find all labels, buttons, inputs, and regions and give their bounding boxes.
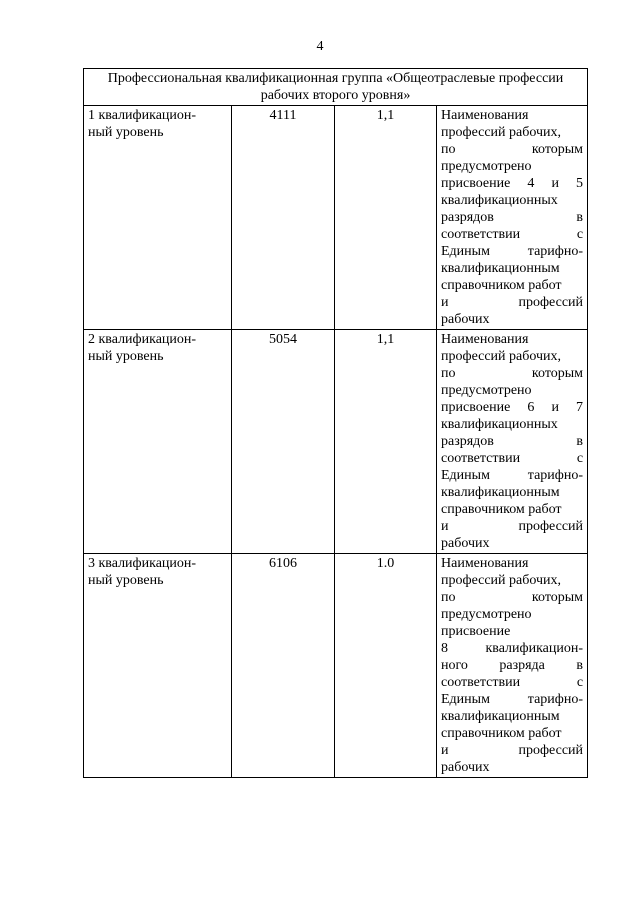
description-word: Единым [441,692,490,707]
description-line [441,107,583,124]
description-word: предусмотрено [441,383,532,398]
description-word: которым [531,590,584,605]
description-line [441,209,583,226]
description-word: которым [531,142,584,157]
description-word: в [576,210,584,225]
description-word: 4 [527,176,535,191]
description-word: и [551,176,559,191]
description-line [441,141,583,158]
description-word: профессий [518,295,584,310]
coefficient-cell: 1.0 [335,554,437,778]
table-body [84,106,588,778]
description-word: рабочих [441,312,490,327]
description-word: профессий рабочих, [441,573,562,588]
profession-description-cell [437,106,588,330]
description-line [441,192,583,209]
description-line [441,501,583,518]
code-cell: 5054 [232,330,335,554]
profession-description-cell [437,330,588,554]
qualification-level-text: ный уровень [88,125,164,140]
description-line [441,243,583,260]
description-word: и [551,400,559,415]
description-line [441,348,583,365]
description-line [441,759,583,776]
description-word: профессий [518,519,584,534]
description-line [441,725,583,742]
page-number: 4 [316,39,324,54]
description-word: тарифно- [527,244,584,259]
description-word: 7 [576,400,584,415]
description-line [441,175,583,192]
description-line [441,382,583,399]
description-word: справочником работ [441,278,562,293]
description-word: по [441,590,456,605]
table-header-cell [84,69,588,106]
description-line [441,606,583,623]
description-line [441,277,583,294]
description-word: разрядов [441,434,494,449]
description-word: тарифно- [527,692,584,707]
description-word: предусмотрено [441,159,532,174]
description-line [441,226,583,243]
description-line [441,399,583,416]
profession-description-cell [437,554,588,778]
description-word: соответствии [441,227,521,242]
qualification-level-text: 3 квалификацион- [88,556,197,571]
description-word: соответствии [441,675,521,690]
description-line [441,158,583,175]
description-line [441,311,583,328]
header-line-1: Профессиональная квалификационная группа «Общеотраслевые профессии [107,71,564,86]
description-line [441,674,583,691]
description-word: присвоение [441,400,511,415]
description-word: по [441,366,456,381]
table-header-row [84,69,588,106]
qualification-level-text: 1 квалификацион- [88,108,197,123]
coefficient-cell: 1,1 [335,106,437,330]
description-word: квалификационных [441,193,558,208]
description-word: рабочих [441,760,490,775]
description-word: рабочих [441,536,490,551]
table-row [84,554,588,778]
description-word: Единым [441,244,490,259]
description-line [441,535,583,552]
description-word: Наименования [441,108,529,123]
description-word: ного [441,658,468,673]
description-word: и [441,519,449,534]
description-word: квалификационным [441,709,560,724]
description-word: справочником работ [441,726,562,741]
description-line [441,416,583,433]
description-word: предусмотрено [441,607,532,622]
description-word: присвоение [441,624,511,639]
description-line [441,433,583,450]
description-line [441,450,583,467]
description-line [441,623,583,640]
description-word: профессий рабочих, [441,125,562,140]
description-word: квалификационным [441,261,560,276]
description-line [441,518,583,535]
qualification-level-text: ный уровень [88,349,164,364]
description-word: по [441,142,456,157]
description-line [441,657,583,674]
description-word: с [576,675,584,690]
table-row [84,106,588,330]
description-word: профессий [518,743,584,758]
qualification-level-cell [84,106,232,330]
description-line [441,294,583,311]
description-word: квалификационных [441,417,558,432]
description-word: присвоение [441,176,511,191]
coefficient-cell: 1,1 [335,330,437,554]
description-word: справочником работ [441,502,562,517]
description-line [441,124,583,141]
description-line [441,589,583,606]
description-word: которым [531,366,584,381]
description-word: в [576,434,584,449]
qualification-level-cell [84,554,232,778]
description-word: с [576,227,584,242]
description-line [441,365,583,382]
header-line-2: рабочих второго уровня» [260,88,411,103]
description-word: и [441,743,449,758]
qualification-table [83,68,588,778]
qualification-level-text: ный уровень [88,573,164,588]
table-row [84,330,588,554]
description-line [441,260,583,277]
description-word: разрядов [441,210,494,225]
description-word: Наименования [441,332,529,347]
description-line [441,572,583,589]
description-word: разряда [499,658,545,673]
code-cell: 4111 [232,106,335,330]
description-word: квалификацион- [485,641,584,656]
qualification-level-cell [84,330,232,554]
description-word: соответствии [441,451,521,466]
code-cell: 6106 [232,554,335,778]
description-line [441,484,583,501]
description-word: и [441,295,449,310]
description-line [441,640,583,657]
description-line [441,691,583,708]
description-word: 5 [576,176,584,191]
description-word: 6 [527,400,535,415]
description-line [441,555,583,572]
description-line [441,708,583,725]
qualification-level-text: 2 квалификацион- [88,332,197,347]
description-word: 8 [441,641,448,656]
description-word: с [576,451,584,466]
description-word: квалификационным [441,485,560,500]
description-line [441,742,583,759]
description-word: в [576,658,584,673]
description-line [441,467,583,484]
description-word: Наименования [441,556,529,571]
description-word: профессий рабочих, [441,349,562,364]
description-word: тарифно- [527,468,584,483]
description-word: Единым [441,468,490,483]
description-line [441,331,583,348]
